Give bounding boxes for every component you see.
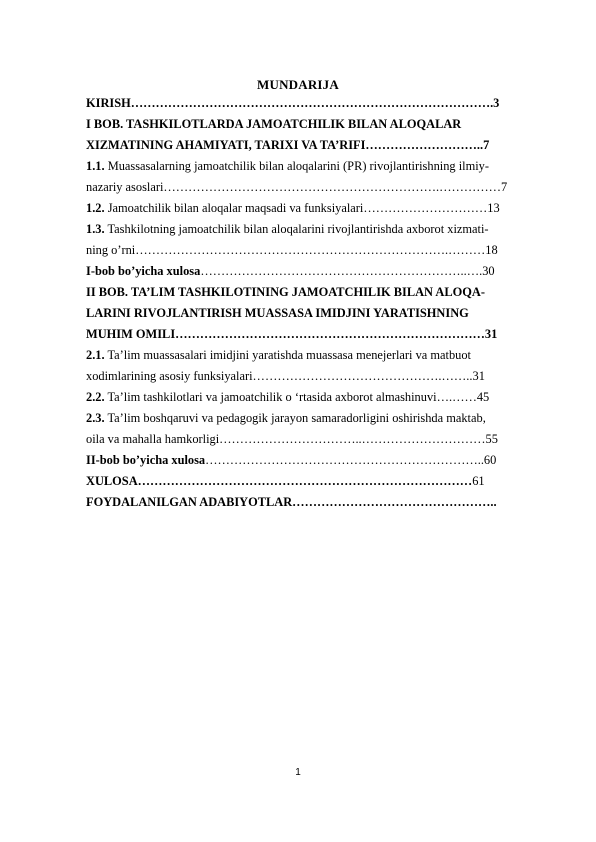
toc-entry-kirish[interactable]: KIRISH…………………………………………………………………………….3 — [86, 96, 500, 110]
toc-entry-1-1-line-2[interactable]: nazariy asoslari………………………………………………………….……………7 — [86, 180, 508, 194]
toc-entry-chapter-2-line-2[interactable]: LARINI RIVOJLANTIRISH MUASSASA IMIDJINI YARATISHNING — [86, 306, 469, 320]
toc-entry-2-1-line-1[interactable]: 2.1. Ta’lim muassasalari imidjini yaratishda muassasa menejerlari va matbuot — [86, 348, 471, 362]
section-number: 1.2. — [86, 201, 105, 215]
toc-entry-1-2[interactable]: 1.2. Jamoatchilik bilan aloqalar maqsadi va funksiyalari…………………………13 — [86, 201, 500, 215]
toc-entry-2-3-line-2[interactable]: oila va mahalla hamkorligi……………………………..…………………………55 — [86, 432, 498, 446]
toc-entry-1-3-line-2[interactable]: ning o’rni………………………………………………………………….………18 — [86, 243, 498, 257]
section-number: 2.2. — [86, 390, 105, 404]
toc-entry-1-3-line-1[interactable]: 1.3. Tashkilotning jamoatchilik bilan aloqalarini rivojlantirishda axborot xizmati- — [86, 222, 489, 236]
page-number: 1 — [295, 767, 301, 778]
toc-entry-chapter-2-conclusion[interactable]: II-bob bo’yicha xulosa…………………………………………………………..60 — [86, 453, 497, 467]
toc-entry-chapter-2-line-1[interactable]: II BOB. TA’LIM TASHKILOTINING JAMOATCHILIK BILAN ALOQA- — [86, 285, 485, 299]
section-number: 2.3. — [86, 411, 105, 425]
toc-entry-1-1-line-1[interactable]: 1.1. Muassasalarning jamoatchilik bilan aloqalarini (PR) rivojlantirishning ilmiy- — [86, 159, 489, 173]
toc-entry-2-2[interactable]: 2.2. Ta’lim tashkilotlari va jamoatchilik o ‘rtasida axborot almashinuvi….……45 — [86, 390, 490, 404]
toc-entry-chapter-2-line-3[interactable]: MUHIM OMILI…………………………………………………………………31 — [86, 327, 498, 341]
table-of-contents — [86, 93, 554, 513]
section-number: 1.1. — [86, 159, 105, 173]
toc-entry-xulosa[interactable]: XULOSA………………………………………………………………………61 — [86, 474, 485, 488]
section-number: 1.3. — [86, 222, 105, 236]
section-number: 2.1. — [86, 348, 105, 362]
page-title: MUNDARIJA — [257, 77, 339, 92]
toc-entry-chapter-1-line-1[interactable]: I BOB. TASHKILOTLARDA JAMOATCHILIK BILAN ALOQALAR — [86, 117, 462, 131]
toc-entry-references[interactable]: FOYDALANILGAN ADABIYOTLAR………………………………………….. — [86, 495, 497, 509]
toc-entry-2-1-line-2[interactable]: xodimlarining asosiy funksiyalari……………………………………….……..31 — [86, 369, 485, 383]
toc-entry-chapter-1-conclusion[interactable]: I-bob bo’yicha xulosa………………………………………………………..….30 — [86, 264, 495, 278]
toc-entry-2-3-line-1[interactable]: 2.3. Ta’lim boshqaruvi va pedagogik jarayon samaradorligini oshirishda maktab, — [86, 411, 486, 425]
toc-entry-chapter-1-line-2[interactable]: XIZMATINING AHAMIYATI, TARIXI VA TA’RIFI………………………..7 — [86, 138, 490, 152]
